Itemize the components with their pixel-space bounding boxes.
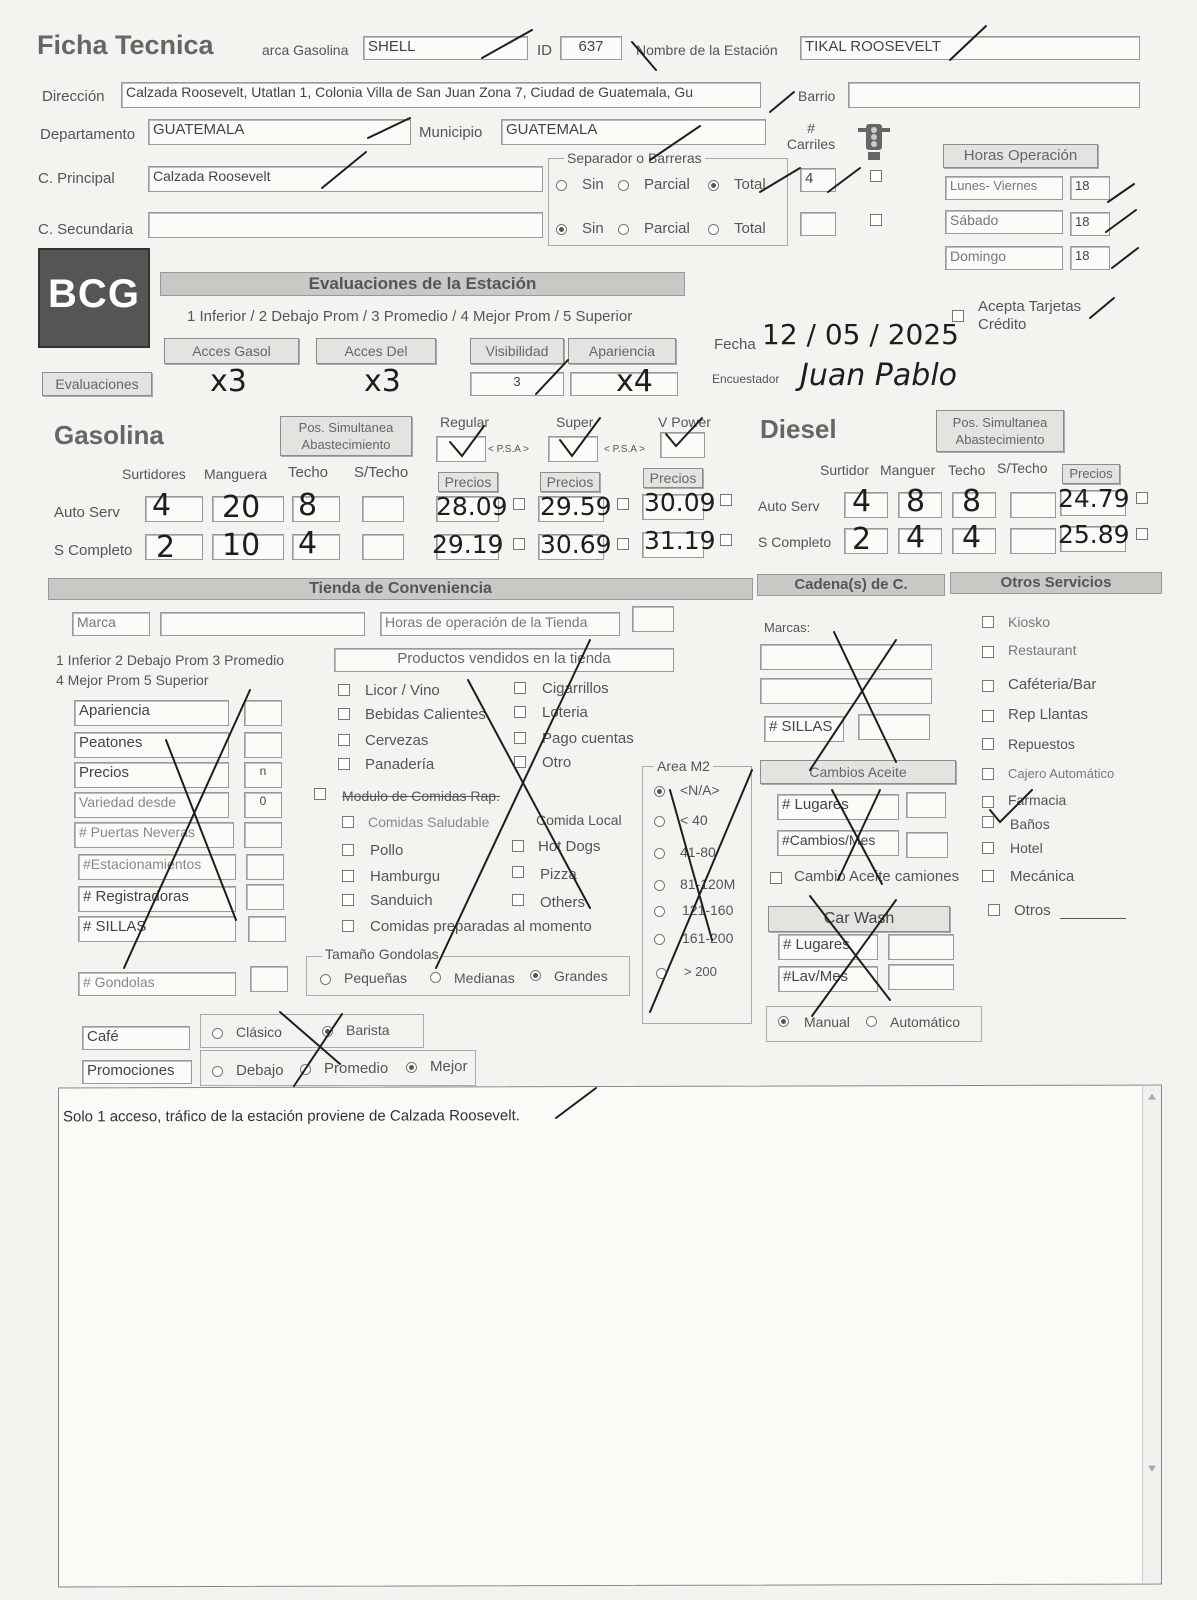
tienda-row-sillas: # SILLAS [78, 916, 236, 942]
tienda-row-sillas-value[interactable] [248, 916, 286, 942]
promociones-promedio-radio[interactable] [300, 1064, 311, 1075]
diesel-precios-label: Precios [1062, 464, 1120, 484]
productos-title: Productos vendidos en la tienda [334, 648, 674, 672]
otros-farmacia-checkbox[interactable] [982, 796, 994, 808]
comida-sanduich-label: Sanduich [370, 892, 433, 909]
auto-surtidores-value: 4 [152, 488, 172, 523]
visibilidad-button[interactable]: Visibilidad [470, 338, 564, 364]
diesel-auto-price: 24.79 [1058, 484, 1130, 513]
producto-bebidas-checkbox[interactable] [338, 708, 350, 720]
direccion-label: Dirección [42, 88, 105, 105]
area-121-160-label: 121-160 [682, 902, 734, 918]
tienda-row-estacionamientos: #Estacionamientos [78, 854, 236, 880]
notes-textarea[interactable] [58, 1085, 1162, 1588]
regular-psa-label: < P.S.A > [488, 444, 529, 455]
area-161-200-label: 161-200 [682, 930, 734, 946]
cadena-marcas-field-1[interactable] [760, 644, 932, 670]
evaluaciones-button[interactable]: Evaluaciones [42, 372, 152, 396]
page-title: Ficha Tecnica [37, 30, 214, 60]
area-161-200-radio[interactable] [654, 934, 665, 945]
diesel-completo-techo-value: 4 [962, 520, 982, 555]
diesel-title: Diesel [760, 414, 837, 444]
comidas-modulo-checkbox[interactable] [314, 788, 326, 800]
acces-gasol-button[interactable]: Acces Gasol [164, 338, 299, 364]
carwash-lugares-field[interactable] [888, 934, 954, 960]
diesel-auto-stecho-field[interactable] [1010, 492, 1056, 518]
encuestador-label: Encuestador [712, 372, 780, 386]
area-40-label: < 40 [680, 812, 708, 828]
diesel-completo-checkbox[interactable] [1136, 528, 1148, 540]
comida-pizza-checkbox[interactable] [512, 866, 524, 878]
producto-cervezas-label: Cervezas [365, 732, 429, 749]
otros-banos-checkbox[interactable] [982, 816, 994, 828]
producto-pago-label: Pago cuentas [542, 730, 634, 747]
auto-vpower-price: 30.09 [644, 488, 716, 517]
apariencia-button[interactable]: Apariencia [568, 338, 676, 364]
completo-manguera-value: 10 [222, 528, 261, 563]
cafe-group [200, 1014, 424, 1048]
auto-vpower-checkbox[interactable] [720, 494, 732, 506]
diesel-auto-techo-value: 8 [962, 484, 982, 519]
producto-bebidas-label: Bebidas Calientes [365, 706, 486, 723]
tienda-row-puertas-value[interactable] [244, 822, 282, 848]
evaluaciones-scale: 1 Inferior / 2 Debajo Prom / 3 Promedio / 4 Mejor Prom / 5 Superior [187, 308, 633, 325]
auto-serv-label: Auto Serv [54, 504, 120, 521]
area-200-radio[interactable] [656, 968, 667, 979]
tienda-header: Tienda de Conveniencia [48, 578, 753, 600]
separador-s-total-label: Total [734, 220, 766, 237]
otros-banos-label: Baños [1010, 816, 1050, 832]
gondolas-medianas-label: Medianas [454, 970, 515, 986]
producto-cervezas-checkbox[interactable] [338, 734, 350, 746]
promociones-mejor-radio[interactable] [406, 1062, 417, 1073]
separador-s-parcial-label: Parcial [644, 220, 690, 237]
area-group [642, 766, 752, 1024]
col-s-techo: S/Techo [354, 464, 409, 481]
auto-super-price: 29.59 [540, 492, 612, 521]
comida-others-label: Others [540, 894, 586, 911]
fecha-label: Fecha [714, 336, 756, 353]
diesel-pos-simultanea-button[interactable]: Pos. Simultanea Abastecimiento [936, 410, 1064, 452]
municipio-field[interactable]: GUATEMALA [501, 119, 766, 145]
area-81-120-radio[interactable] [654, 880, 665, 891]
comidas-modulo-label: Modulo de Comidas Rap. [342, 788, 500, 804]
comida-hamburgu-checkbox[interactable] [342, 870, 354, 882]
precios-super-label: Precios [540, 472, 600, 492]
vpower-label: V Power [658, 414, 711, 430]
cafe-barista-label: Barista [346, 1022, 390, 1038]
producto-pago-checkbox[interactable] [514, 732, 526, 744]
promociones-debajo-label: Debajo [236, 1062, 284, 1079]
pen-slash-domingo [1112, 248, 1138, 268]
tienda-marca-label: Marca [72, 612, 150, 636]
diesel-completo-manguer-value: 4 [906, 520, 926, 555]
tienda-scale-line2: 4 Mejor Prom 5 Superior [56, 672, 209, 688]
cambios-mes-label: #Cambios/Mes [777, 830, 899, 856]
carwash-lav-mes-field[interactable] [888, 964, 954, 990]
municipio-label: Municipio [419, 124, 483, 141]
visibilidad-field[interactable]: 3 [470, 372, 564, 396]
gondolas-pequenas-radio[interactable] [320, 974, 331, 985]
otros-farmacia-label: Farmacia [1008, 792, 1067, 808]
area-na-label: <N/A> [680, 782, 720, 798]
carwash-manual-radio[interactable] [778, 1016, 789, 1027]
pen-slash-tarjetas [1090, 298, 1114, 318]
comida-hamburgu-label: Hamburgu [370, 868, 441, 885]
c-principal-label: C. Principal [38, 170, 115, 187]
gasolina-pos-simultanea-button[interactable]: Pos. Simultanea Abastecimiento [280, 416, 412, 456]
separador-p-sin-label: Sin [582, 176, 604, 193]
comidas-preparadas-label: Comidas preparadas al momento [370, 918, 592, 935]
cambio-camiones-label: Cambio Aceite camiones [794, 868, 960, 885]
otros-hotel-checkbox[interactable] [982, 842, 994, 854]
carriles-secundaria-field[interactable] [800, 212, 836, 236]
super-label: Super [556, 414, 594, 430]
otros-repuestos-label: Repuestos [1008, 736, 1075, 752]
otros-mecanica-checkbox[interactable] [982, 870, 994, 882]
apariencia-value: x4 [616, 364, 653, 399]
lunes-viernes-label: Lunes- Viernes [945, 176, 1063, 200]
comida-hotdogs-checkbox[interactable] [512, 840, 524, 852]
gondolas-grandes-radio[interactable] [530, 970, 541, 981]
cadena-marcas-field-2[interactable] [760, 678, 932, 704]
id-field[interactable]: 637 [560, 36, 622, 60]
col-techo: Techo [288, 464, 329, 481]
otros-otros-checkbox[interactable] [988, 904, 1000, 916]
regular-psa-field[interactable] [436, 436, 486, 462]
cambios-aceite-button[interactable]: Cambios Aceite [760, 760, 956, 784]
producto-loteria-checkbox[interactable] [514, 706, 526, 718]
lunes-viernes-field[interactable]: 18 [1070, 176, 1110, 200]
precios-regular-label: Precios [438, 472, 498, 492]
completo-techo-value: 4 [298, 526, 318, 561]
otros-mecanica-label: Mecánica [1010, 868, 1075, 885]
barrio-field[interactable] [848, 82, 1140, 108]
auto-stecho-field[interactable] [362, 496, 404, 522]
bcg-logo-text: BCG [48, 272, 140, 316]
comida-local-label: Comida Local [536, 812, 622, 828]
producto-cigarrillos-checkbox[interactable] [514, 682, 526, 694]
otros-cajero-label: Cajero Automático [1008, 766, 1115, 781]
otros-llantas-label: Rep Llantas [1008, 706, 1089, 723]
barrio-label: Barrio [798, 88, 836, 104]
diesel-completo-price: 25.89 [1058, 520, 1130, 549]
completo-vpower-checkbox[interactable] [720, 534, 732, 546]
area-41-80-label: 41-80 [680, 844, 716, 860]
notes-scrollbar[interactable] [1142, 1086, 1161, 1584]
area-40-radio[interactable] [654, 816, 665, 827]
cadena-header: Cadena(s) de C. [757, 574, 945, 596]
col-surtidores: Surtidores [122, 466, 186, 482]
separador-s-sin-radio[interactable] [556, 224, 567, 235]
diesel-s-completo-label: S Completo [758, 534, 832, 550]
notes-text: Solo 1 acceso, tráfico de la estación proviene de Calzada Roosevelt. [63, 1107, 520, 1126]
separador-s-sin-label: Sin [582, 220, 604, 237]
completo-super-price: 30.69 [540, 530, 612, 559]
comidas-preparadas-checkbox[interactable] [342, 920, 354, 932]
comida-saludable-label: Comidas Saludable [368, 814, 490, 830]
domingo-field[interactable]: 18 [1070, 246, 1110, 270]
comida-others-checkbox[interactable] [512, 894, 524, 906]
cafe-clasico-radio[interactable] [212, 1028, 223, 1039]
completo-stecho-field[interactable] [362, 534, 404, 560]
acces-del-button[interactable]: Acces Del [316, 338, 436, 364]
cadena-sillas-field[interactable] [858, 714, 930, 740]
area-na-radio[interactable] [654, 786, 665, 797]
producto-loteria-label: Loteria [542, 704, 588, 721]
comida-pollo-label: Pollo [370, 842, 404, 859]
separador-title: Separador o Barreras [564, 150, 705, 166]
cadena-marcas-label: Marcas: [764, 620, 811, 635]
precios-vpower-label: Precios [643, 468, 703, 488]
auto-manguera-value: 20 [222, 490, 261, 525]
otros-cafeteria-checkbox[interactable] [982, 680, 994, 692]
tienda-row-precios-value[interactable]: n [244, 762, 282, 788]
semaforo-principal-checkbox[interactable] [870, 170, 882, 182]
producto-cigarrillos-label: Cigarrillos [542, 680, 609, 697]
tienda-row-precios: Precios [74, 762, 229, 788]
otros-llantas-checkbox[interactable] [982, 710, 994, 722]
gondolas-medianas-radio[interactable] [430, 972, 441, 983]
encuestador-value: Juan Pablo [800, 358, 958, 393]
otros-otros-line [1060, 918, 1126, 919]
fecha-value: 12 / 05 / 2025 [762, 318, 959, 351]
tienda-gondolas-value[interactable] [250, 966, 288, 992]
id-label: ID [537, 42, 552, 59]
area-81-120-label: 81-120M [680, 876, 736, 892]
super-psa-field[interactable] [548, 436, 598, 462]
carwash-automatico-label: Automático [890, 1014, 961, 1030]
completo-surtidores-value: 2 [156, 530, 176, 565]
diesel-completo-surtidor-value: 2 [852, 522, 872, 557]
evaluaciones-header: Evaluaciones de la Estación [160, 272, 685, 296]
c-secundaria-label: C. Secundaria [38, 221, 134, 238]
tienda-scale-line1: 1 Inferior 2 Debajo Prom 3 Promedio [56, 652, 284, 668]
acces-del-value: x3 [364, 364, 401, 399]
tienda-row-registradoras-value[interactable] [246, 884, 284, 910]
tienda-row-apariencia-value[interactable] [244, 700, 282, 726]
cambios-mes-field[interactable] [906, 832, 948, 858]
tienda-row-estacionamientos-value[interactable] [246, 854, 284, 880]
tienda-row-registradoras: # Registradoras [78, 886, 236, 912]
diesel-col-stecho: S/Techo [997, 460, 1048, 476]
domingo-label: Domingo [945, 246, 1063, 270]
diesel-col-surtidor: Surtidor [820, 462, 870, 478]
tienda-marca-field[interactable] [160, 612, 365, 636]
scroll-down-icon[interactable] [1148, 1466, 1156, 1472]
producto-otro-label: Otro [542, 754, 572, 771]
completo-regular-checkbox[interactable] [513, 538, 525, 550]
carwash-lav-mes-label: #Lav/Mes [778, 966, 878, 992]
tienda-row-peatones-value[interactable] [244, 732, 282, 758]
promociones-debajo-radio[interactable] [212, 1066, 223, 1077]
auto-regular-checkbox[interactable] [513, 498, 525, 510]
area-200-label: > 200 [684, 964, 717, 979]
sabado-field[interactable]: 18 [1070, 212, 1110, 236]
cambios-lugares-field[interactable] [906, 792, 946, 818]
separador-p-total-radio[interactable] [708, 180, 719, 191]
completo-super-checkbox[interactable] [617, 538, 629, 550]
area-41-80-radio[interactable] [654, 848, 665, 859]
otros-repuestos-checkbox[interactable] [982, 738, 994, 750]
nombre-estacion-field[interactable]: TIKAL ROOSEVELT [800, 36, 1140, 60]
marca-gasolina-field[interactable]: SHELL [363, 36, 528, 60]
pen-slash-sabado [1106, 210, 1136, 232]
scroll-up-icon[interactable] [1148, 1094, 1156, 1100]
diesel-auto-surtidor-value: 4 [852, 484, 872, 519]
diesel-col-manguer: Manguer [880, 462, 936, 478]
separador-p-parcial-label: Parcial [644, 176, 690, 193]
departamento-field[interactable]: GUATEMALA [148, 119, 411, 145]
comida-saludable-checkbox[interactable] [342, 816, 354, 828]
c-secundaria-field[interactable] [148, 212, 543, 238]
promociones-mejor-label: Mejor [430, 1058, 468, 1075]
cadena-sillas-label: # SILLAS [764, 716, 844, 742]
gasolina-title: Gasolina [54, 420, 164, 450]
otros-restaurant-label: Restaurant [1008, 642, 1077, 658]
tienda-horas-field[interactable] [632, 606, 674, 632]
carriles-principal-field[interactable]: 4 [800, 168, 836, 192]
tienda-row-variedad: Variedad desde [74, 792, 229, 818]
comida-sanduich-checkbox[interactable] [342, 894, 354, 906]
auto-regular-price: 28.09 [436, 492, 508, 521]
diesel-col-techo: Techo [948, 462, 986, 478]
diesel-auto-serv-label: Auto Serv [758, 498, 820, 514]
separador-p-total-label: Total [734, 176, 766, 193]
producto-otro-checkbox[interactable] [514, 756, 526, 768]
otros-cafeteria-label: Caféteria/Bar [1008, 676, 1097, 693]
cafe-label: Café [82, 1026, 190, 1050]
separador-s-total-radio[interactable] [708, 224, 719, 235]
cambios-lugares-label: # Lugares [777, 794, 899, 820]
otros-hotel-label: Hotel [1010, 840, 1043, 856]
area-title: Area M2 [654, 758, 713, 774]
gondolas-pequenas-label: Pequeñas [344, 970, 408, 986]
otros-kiosko-checkbox[interactable] [982, 616, 994, 628]
comida-pizza-label: Pizza [540, 866, 577, 883]
carwash-lugares-label: # Lugares [778, 934, 878, 960]
s-completo-label: S Completo [54, 542, 133, 559]
auto-techo-value: 8 [298, 488, 318, 523]
promociones-promedio-label: Promedio [324, 1060, 389, 1077]
producto-licor-checkbox[interactable] [338, 684, 350, 696]
carwash-automatico-radio[interactable] [866, 1016, 877, 1027]
otros-otros-label: Otros [1014, 902, 1051, 919]
comida-hotdogs-label: Hot Dogs [538, 838, 601, 855]
gondolas-title: Tamaño Gondolas [322, 946, 442, 962]
departamento-label: Departamento [40, 126, 136, 143]
completo-vpower-price: 31.19 [644, 526, 716, 555]
acepta-tarjetas-label: Acepta Tarjetas Crédito [978, 298, 1082, 333]
c-principal-field[interactable]: Calzada Roosevelt [148, 166, 543, 192]
super-psa-label: < P.S.A > [604, 444, 645, 455]
horas-operacion-button[interactable]: Horas Operación [943, 144, 1098, 168]
sabado-label: Sábado [945, 210, 1063, 234]
nombre-estacion-label: Nombre de la Estación [636, 42, 778, 58]
traffic-light-icon [856, 122, 892, 162]
cafe-clasico-label: Clásico [236, 1024, 282, 1040]
col-manguera: Manguera [204, 466, 268, 482]
carriles-label: # Carriles [786, 120, 836, 152]
gondolas-grandes-label: Grandes [554, 968, 608, 984]
otros-cajero-checkbox[interactable] [982, 768, 994, 780]
tienda-row-apariencia: Apariencia [74, 700, 229, 726]
comida-pollo-checkbox[interactable] [342, 844, 354, 856]
tienda-gondolas-label: # Gondolas [78, 972, 236, 996]
otros-restaurant-checkbox[interactable] [982, 646, 994, 658]
separador-s-parcial-radio[interactable] [618, 224, 629, 235]
car-wash-button[interactable]: Car Wash [768, 906, 950, 932]
otros-kiosko-label: Kiosko [1008, 614, 1051, 630]
diesel-auto-manguer-value: 8 [906, 484, 926, 519]
completo-regular-price: 29.19 [432, 530, 504, 559]
tienda-horas-label: Horas de operación de la Tienda [380, 612, 620, 636]
pen-slash-lunes [1108, 184, 1134, 202]
cafe-barista-radio[interactable] [322, 1026, 333, 1037]
separador-p-sin-radio[interactable] [556, 180, 567, 191]
otros-servicios-header: Otros Servicios [950, 572, 1162, 594]
area-121-160-radio[interactable] [654, 906, 665, 917]
producto-panaderia-label: Panadería [365, 756, 435, 773]
producto-panaderia-checkbox[interactable] [338, 758, 350, 770]
tienda-row-variedad-value[interactable]: 0 [244, 792, 282, 818]
semaforo-secundaria-checkbox[interactable] [870, 214, 882, 226]
pen-slash-direccion [770, 92, 794, 112]
direccion-field[interactable]: Calzada Roosevelt, Utatlan 1, Colonia Villa de San Juan Zona 7, Ciudad de Guatemala, Gu [121, 82, 761, 108]
promociones-label: Promociones [82, 1060, 192, 1084]
cambio-camiones-checkbox[interactable] [770, 872, 782, 884]
diesel-completo-stecho-field[interactable] [1010, 528, 1056, 554]
diesel-auto-checkbox[interactable] [1136, 492, 1148, 504]
acces-gasol-value: x3 [210, 364, 247, 399]
vpower-psa-field[interactable] [660, 432, 705, 458]
auto-super-checkbox[interactable] [617, 498, 629, 510]
marca-gasolina-label: arca Gasolina [262, 42, 349, 58]
carwash-manual-label: Manual [804, 1014, 850, 1030]
tienda-row-puertas: # Puertas Neveras [74, 822, 234, 848]
separador-p-parcial-radio[interactable] [618, 180, 629, 191]
tienda-row-peatones: Peatones [74, 732, 229, 758]
regular-label: Regular [440, 414, 490, 430]
bcg-logo [38, 248, 150, 348]
producto-licor-label: Licor / Vino [365, 682, 440, 699]
